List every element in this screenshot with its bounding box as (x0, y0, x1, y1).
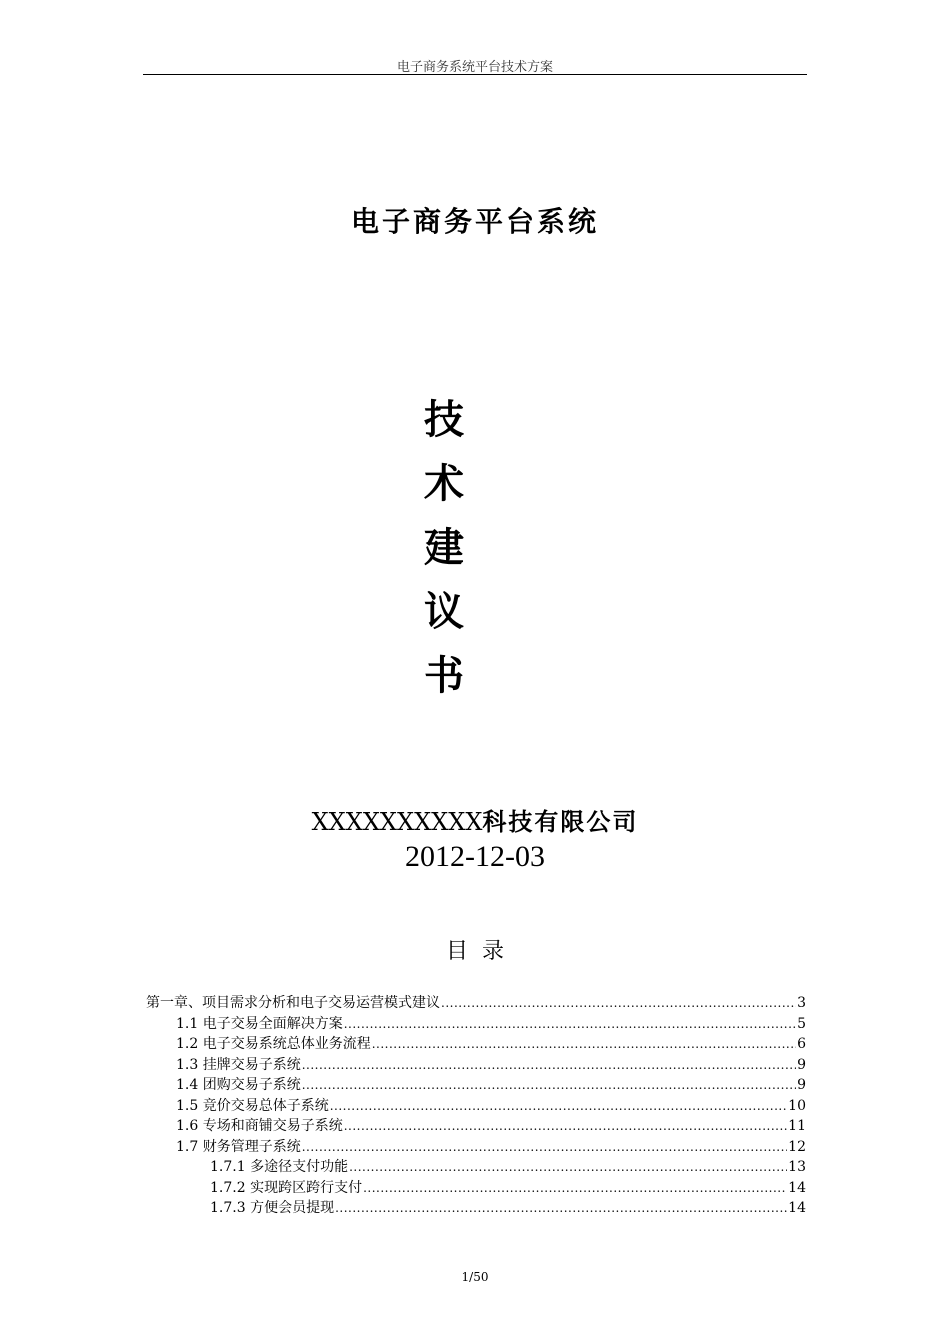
toc-entry[interactable] (146, 1157, 806, 1178)
toc-entry-text: 1.3 挂牌交易子系统 (176, 1056, 301, 1073)
toc-entry-text: 1.7.2 实现跨区跨行支付 (210, 1179, 363, 1196)
toc-entry-text: 1.1 电子交易全面解决方案 (176, 1015, 343, 1032)
toc-leader-dots (302, 1075, 796, 1096)
toc-entry-text: 1.7.1 多途径支付功能 (210, 1159, 349, 1175)
toc-entry[interactable] (146, 1075, 806, 1096)
toc-leader-dots (302, 1055, 796, 1076)
toc-entry[interactable] (146, 993, 806, 1014)
toc-entry[interactable] (146, 1116, 806, 1137)
toc-leader-dots (302, 1137, 787, 1158)
toc-entry-page: 14 (788, 1200, 806, 1216)
document-date: 2012-12-03 (405, 840, 545, 873)
header-rule (143, 74, 807, 75)
toc-entry-page: 11 (788, 1118, 806, 1134)
toc-entry-text: 1.2 电子交易系统总体业务流程 (176, 1036, 371, 1052)
toc-title: 目 录 (446, 939, 504, 964)
toc-entry[interactable] (146, 1137, 806, 1158)
toc-entry-page: 6 (797, 1036, 806, 1052)
toc-entry-page: 10 (788, 1097, 806, 1114)
toc-entry[interactable] (146, 1096, 806, 1117)
vertical-title-char-1: 技 (424, 397, 464, 443)
toc-entry-page: 3 (797, 995, 806, 1011)
toc-entry[interactable] (146, 1055, 806, 1076)
toc-entry-page: 9 (797, 1056, 806, 1073)
toc-entry-text: 1.7 财务管理子系统 (176, 1138, 301, 1155)
document-title: 电子商务平台系统 (350, 205, 599, 238)
vertical-title-char-3: 建 (424, 525, 464, 571)
toc-entry-page: 14 (788, 1179, 806, 1196)
table-of-contents (146, 993, 806, 1219)
toc-entry[interactable] (146, 1034, 806, 1055)
page-number: 1/50 (461, 1270, 489, 1284)
toc-entry-text: 1.5 竞价交易总体子系统 (176, 1097, 329, 1114)
toc-entry[interactable] (146, 1198, 806, 1219)
toc-entry-page: 9 (797, 1077, 806, 1093)
page-header: 电子商务系统平台技术方案 (396, 60, 553, 75)
toc-entry-page: 13 (788, 1159, 806, 1175)
toc-leader-dots (349, 1157, 787, 1178)
toc-leader-dots (330, 1096, 787, 1117)
vertical-title-char-2: 术 (424, 461, 464, 507)
toc-entry-page: 5 (797, 1015, 806, 1032)
toc-leader-dots (363, 1178, 787, 1199)
company-name-suffix: 科技有限公司 (482, 808, 639, 836)
toc-leader-dots (344, 1014, 796, 1035)
toc-entry[interactable] (146, 1014, 806, 1035)
toc-entry-text: 1.4 团购交易子系统 (176, 1077, 301, 1093)
toc-entry-page: 12 (788, 1138, 806, 1155)
vertical-title-char-5: 书 (424, 653, 464, 699)
toc-leader-dots (372, 1034, 796, 1055)
toc-leader-dots (335, 1198, 787, 1219)
company-name-prefix: XXXXXXXXXX (311, 808, 483, 836)
toc-entry-text: 第一章、项目需求分析和电子交易运营模式建议 (146, 995, 440, 1011)
toc-entry-text: 1.7.3 方便会员提现 (210, 1200, 335, 1216)
toc-entry-text: 1.6 专场和商铺交易子系统 (176, 1118, 343, 1134)
vertical-title-char-4: 议 (424, 589, 464, 635)
company-name (0, 802, 950, 837)
toc-leader-dots (441, 993, 796, 1014)
toc-entry[interactable] (146, 1178, 806, 1199)
toc-leader-dots (344, 1116, 787, 1137)
